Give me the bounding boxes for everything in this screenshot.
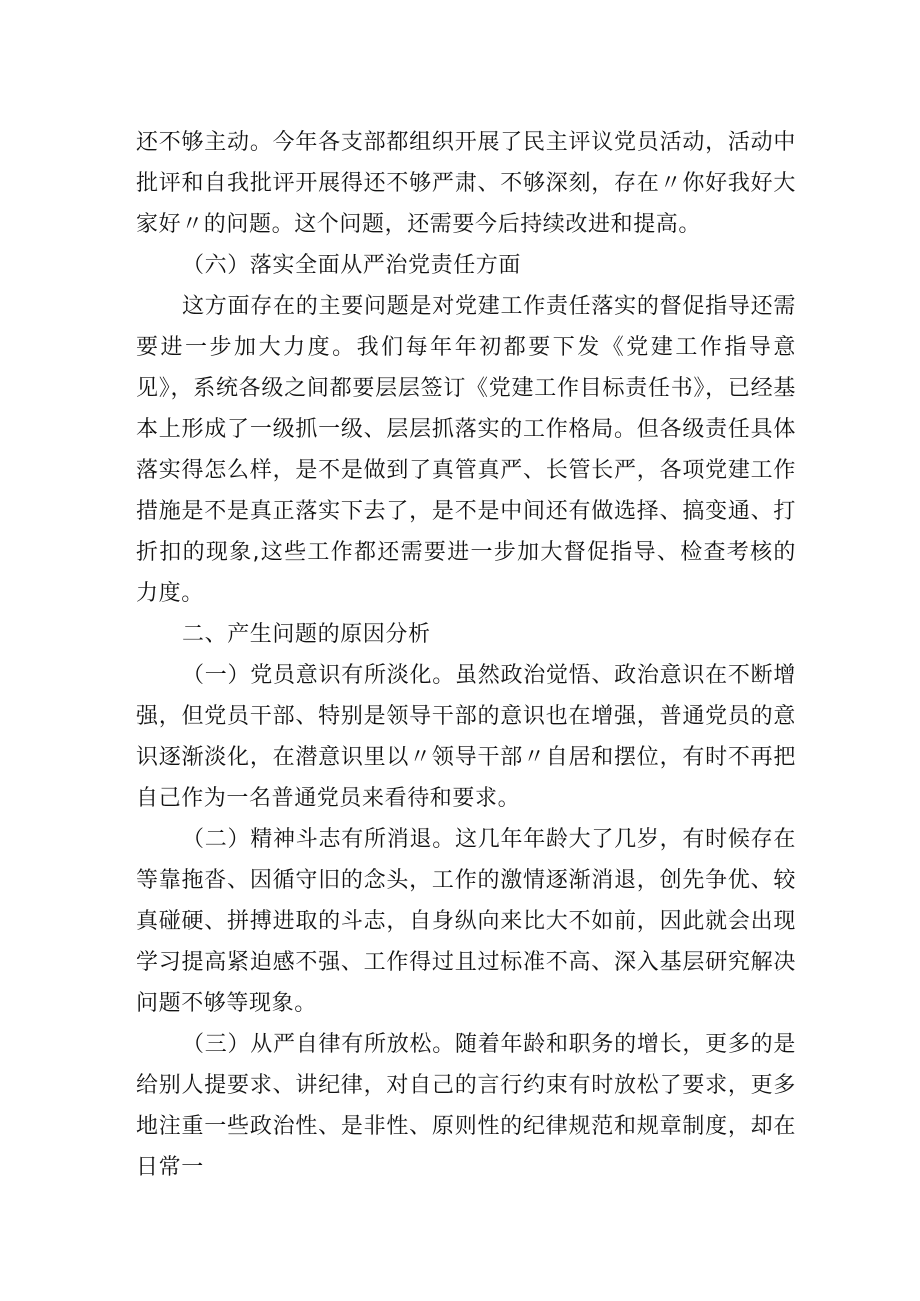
paragraph-self-discipline: （三）从严自律有所放松。随着年龄和职务的增长，更多的是给别人提要求、讲纪律，对自己的言行约束有时放松了要求，更多地注重一些政治性、是非性、原则性的纪律规范和规章制度，却在日常一 [136, 1032, 796, 1180]
section-heading-six: （六）落实全面从严治党责任方面 [182, 253, 522, 278]
paragraph-responsibility: 这方面存在的主要问题是对党建工作责任落实的督促指导还需要进一步加大力度。我们每年年初都要下发《党建工作指导意见》，系统各级之间都要层层签订《党建工作目标责任书》，已经基本上形成了一级抓一级、层层抓落实的工作格局。但各级责任具体落实得怎么样，是不是做到了真管真严、长管长严，各项党建工作措施是不是真正落实下去了，是不是中间还有做选择、搞变通、打折扣的现象,这些工作都还需要进一步加大督促指导、检查考核的力度。 [136, 294, 796, 606]
paragraph-continuation: 还不够主动。今年各支部都组织开展了民主评议党员活动，活动中批评和自我批评开展得还不够严肃、不够深刻，存在〃你好我好大家好〃的问题。这个问题，还需要今后持续改进和提高。 [136, 130, 796, 237]
paragraph-party-awareness: （一）党员意识有所淡化。虽然政治觉悟、政治意识在不断增强，但党员干部、特别是领导干部的意识也在增强，普通党员的意识逐渐淡化，在潜意识里以〃领导干部〃自居和摆位，有时不再把自己作为一名普通党员来看待和要求。 [136, 663, 796, 811]
section-heading-cause-analysis: 二、产生问题的原因分析 [182, 622, 431, 647]
paragraph-spirit: （二）精神斗志有所消退。这几年年龄大了几岁，有时候存在等靠拖沓、因循守旧的念头，工作的激情逐渐消退，创先争优、较真碰硬、拼搏进取的斗志，自身纵向来比大不如前，因此就会出现学习提高紧迫感不强、工作得过且过标准不高、深入基层研究解决问题不够等现象。 [136, 827, 796, 1016]
document-body [136, 122, 796, 1188]
